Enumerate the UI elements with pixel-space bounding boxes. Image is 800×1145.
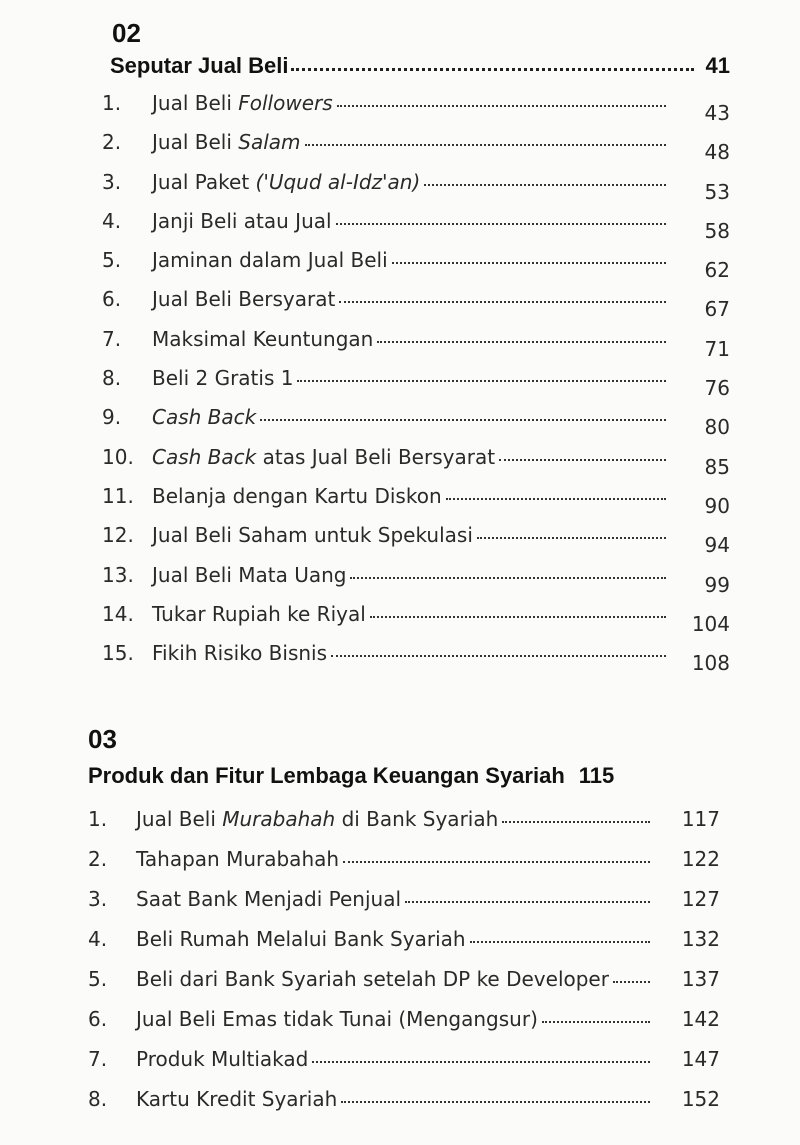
entry-page-number: 62 [704,258,730,283]
toc-entry[interactable] [102,209,730,248]
entry-title [152,209,332,233]
entry-page-number: 137 [681,967,720,991]
entry-number: 11. [102,483,134,508]
toc-entry[interactable] [88,967,720,1007]
dot-leader [446,498,666,500]
entry-title [136,807,498,831]
entry-title [152,327,373,351]
entry-page-number: 127 [681,887,720,911]
dot-leader [392,262,666,264]
dot-leader [337,105,666,107]
entry-title-part: Jual Beli [152,130,239,155]
dot-leader [341,1101,650,1103]
entry-number: 10. [102,444,134,469]
chapter-02 [0,18,800,680]
entry-title-part: Jual Beli Saham untuk Spekulasi [152,523,473,548]
toc-entry[interactable] [88,887,720,927]
entry-number: 4. [88,927,108,951]
entry-title-italic-part: ('Uqud al-Idz'an) [255,169,421,194]
entry-title-part: Jual Beli [136,807,223,831]
entry-title [136,967,609,991]
entry-page-number: 152 [681,1087,720,1111]
entry-number: 2. [102,130,122,155]
entry-title [152,641,327,665]
entry-title [136,1007,538,1031]
entry-title-part: di Bank Syariah [335,807,499,831]
dot-leader [312,1061,650,1063]
entry-page-number: 53 [704,179,730,204]
chapter-title: Seputar Jual Beli [110,53,289,78]
entry-title-part: Janji Beli atau Jual [152,208,332,233]
toc-entry[interactable] [102,287,730,326]
entry-title [152,91,333,115]
toc-entry[interactable] [102,170,730,209]
entry-number: 15. [102,641,134,666]
entry-page-number: 76 [704,376,730,401]
entry-title-italic-part: Salam [238,130,301,155]
entry-page-number: 132 [681,927,720,951]
entry-title [152,366,293,390]
entry-page-number: 147 [681,1047,720,1071]
entry-title-italic-part: Followers [238,91,333,115]
entry-title [152,170,420,194]
toc-entry[interactable] [102,248,730,287]
entry-page-number: 142 [681,1007,720,1031]
entry-page-number: 67 [704,297,730,322]
entry-page-number: 43 [704,101,730,125]
toc-entry-list [102,91,730,680]
entry-page-number: 94 [704,533,730,558]
dot-leader [613,981,650,983]
toc-entry[interactable] [102,130,730,169]
entry-number: 5. [102,248,122,273]
chapter-title: Produk dan Fitur Lembaga Keuangan Syariah [88,763,565,788]
entry-title [152,523,473,547]
dot-leader [477,537,666,539]
entry-page-number: 90 [704,493,730,518]
entry-title [152,405,256,429]
chapter-title-row[interactable] [88,763,720,807]
toc-entry[interactable] [88,1007,720,1047]
dot-leader [377,341,666,343]
dot-leader [331,655,666,657]
chapter-page-number: 115 [578,763,615,788]
entry-title-part: Beli dari Bank Syariah setelah DP ke Developer [136,967,609,991]
entry-title [152,248,388,272]
entry-title-part: Jual Beli Bersyarat [152,287,336,312]
dot-leader [291,68,694,71]
entry-title-italic-part: Cash Back [152,405,257,430]
entry-title [152,602,366,626]
dot-leader [260,419,666,421]
entry-number: 8. [88,1087,108,1111]
entry-title [152,484,442,508]
dot-leader [470,941,650,943]
toc-entry[interactable] [102,405,730,444]
dot-leader [499,459,666,461]
entry-page-number: 122 [681,847,720,871]
entry-page-number: 71 [704,336,730,361]
entry-number: 9. [102,405,122,430]
toc-entry[interactable] [102,327,730,366]
toc-entry-list [88,807,720,1127]
dot-leader [424,184,666,186]
entry-number: 14. [102,601,134,626]
toc-entry[interactable] [102,641,730,680]
dot-leader [350,577,666,579]
entry-title-part: Jual Beli [152,91,239,115]
dot-leader [542,1021,650,1023]
entry-number: 7. [102,326,122,351]
dot-leader [405,901,650,903]
entry-title [152,445,495,469]
entry-page-number: 85 [704,454,730,479]
entry-title [136,1087,337,1111]
dot-leader [305,144,667,146]
entry-title-italic-part: Murabahah [222,807,336,831]
chapter-number: 03 [88,724,117,754]
toc-entry[interactable] [102,563,730,602]
entry-title-part: atas Jual Beli Bersyarat [256,444,496,469]
entry-page-number: 108 [691,651,730,676]
entry-page-number: 48 [704,140,730,165]
entry-number: 2. [88,847,108,871]
entry-title-part: Beli Rumah Melalui Bank Syariah [136,927,466,951]
entry-page-number: 117 [681,807,720,831]
entry-title [136,887,401,911]
toc-entry[interactable] [102,91,730,130]
entry-title-part: Produk Multiakad [136,1047,309,1071]
dot-leader [297,380,666,382]
entry-title-part: Tukar Rupiah ke Riyal [152,601,366,626]
entry-number: 6. [88,1007,108,1031]
entry-number: 4. [102,208,122,233]
entry-title [152,563,346,587]
entry-number: 6. [102,287,122,312]
entry-number: 12. [102,523,134,548]
entry-title-part: Belanja dengan Kartu Diskon [152,483,442,508]
toc-entry[interactable] [88,1047,720,1087]
entry-number: 13. [102,562,134,587]
toc-entry[interactable] [88,1087,720,1127]
entry-title [136,1047,308,1071]
toc-entry[interactable] [88,807,720,847]
entry-number: 3. [88,887,108,911]
entry-page-number: 58 [704,218,730,243]
chapter-number: 02 [112,18,141,48]
entry-title [152,287,335,311]
entry-number: 1. [88,807,108,831]
toc-entry[interactable] [102,366,730,405]
entry-title [152,130,301,154]
chapter-03 [0,724,800,1127]
toc-entry[interactable] [102,523,730,562]
entry-number: 7. [88,1047,108,1071]
toc-entry[interactable] [88,927,720,967]
entry-title-part: Jaminan dalam Jual Beli [152,248,388,273]
entry-title-part: Saat Bank Menjadi Penjual [136,887,402,911]
toc-entry[interactable] [102,602,730,641]
entry-title-italic-part: Cash Back [152,444,257,469]
dot-leader [339,301,666,303]
entry-title [136,927,466,951]
dot-leader [502,821,650,823]
entry-title-part: Jual Paket [152,169,256,194]
entry-title-part: Jual Beli Emas tidak Tunai (Mengangsur) [136,1007,538,1031]
dot-leader [370,616,666,618]
entry-title-part: Jual Beli Mata Uang [152,562,347,587]
entry-number: 5. [88,967,108,991]
entry-title-part: Fikih Risiko Bisnis [152,641,328,666]
entry-page-number: 80 [704,415,730,440]
entry-title-part: Tahapan Murabahah [136,847,340,871]
toc-entry[interactable] [102,445,730,484]
toc-entry[interactable] [88,847,720,887]
chapter-page-number: 41 [705,53,730,78]
entry-page-number: 104 [691,611,730,636]
entry-number: 3. [102,169,122,194]
dot-leader [336,223,666,225]
toc-entry[interactable] [102,484,730,523]
entry-number: 8. [102,366,122,391]
entry-title [136,847,339,871]
entry-title-part: Maksimal Keuntungan [152,326,374,351]
entry-page-number: 99 [704,572,730,597]
dot-leader [343,861,650,863]
entry-title-part: Kartu Kredit Syariah [136,1087,338,1111]
entry-number: 1. [102,91,122,115]
chapter-title-row[interactable] [110,53,730,91]
entry-title-part: Beli 2 Gratis 1 [152,366,294,391]
